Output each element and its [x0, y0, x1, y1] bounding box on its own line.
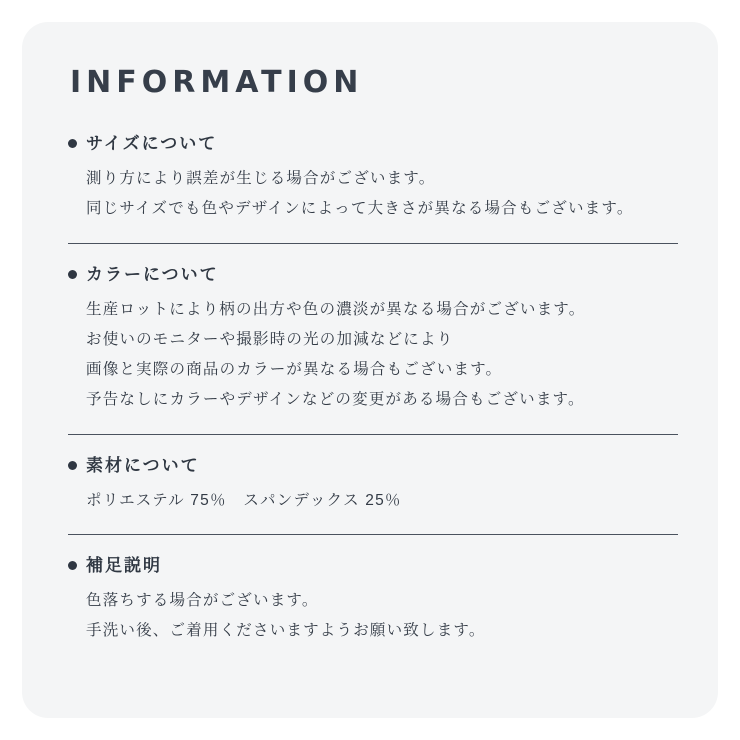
section-line: ポリエステル 75％ スパンデックス 25％ [86, 491, 402, 509]
section-line: 画像と実際の商品のカラーが異なる場合もございます。 [86, 361, 503, 379]
card-content [68, 66, 678, 664]
section-heading-label: カラーについて [86, 264, 219, 284]
information-section [68, 244, 678, 435]
section-line: 生産ロットにより柄の出方や色の濃淡が異なる場合がございます。 [86, 300, 586, 318]
bullet-dot-icon [68, 270, 77, 279]
page-title: INFORMATION [70, 65, 364, 100]
section-line: 予告なしにカラーやデザインなどの変更がある場合もございます。 [86, 391, 585, 409]
section-line: お使いのモニターや撮影時の光の加減などにより [86, 330, 454, 348]
section-lines [86, 486, 678, 516]
bullet-dot-icon [68, 561, 77, 570]
section-lines [86, 164, 678, 224]
information-section [68, 535, 678, 665]
section-line: 手洗い後、ご着用くださいますようお願い致します。 [86, 622, 486, 640]
information-section [68, 435, 678, 535]
section-lines [86, 586, 678, 646]
information-card [22, 22, 718, 718]
bullet-dot-icon [68, 461, 77, 470]
section-heading-label: サイズについて [86, 134, 218, 153]
section-lines [86, 295, 678, 416]
bullet-dot-icon [68, 139, 77, 148]
section-heading [68, 133, 678, 155]
information-sections [68, 133, 678, 664]
section-line: 測り方により誤差が生じる場合がございます。 [86, 170, 436, 188]
section-line: 色落ちする場合がございます。 [86, 591, 319, 609]
section-heading-label: 補足説明 [86, 555, 162, 575]
section-heading [68, 264, 678, 286]
section-heading [68, 555, 678, 577]
section-heading-label: 素材について [86, 455, 200, 475]
section-heading [68, 455, 678, 477]
section-line: 同じサイズでも色やデザインによって大きさが異なる場合もございます。 [86, 200, 634, 218]
information-section [68, 133, 678, 244]
